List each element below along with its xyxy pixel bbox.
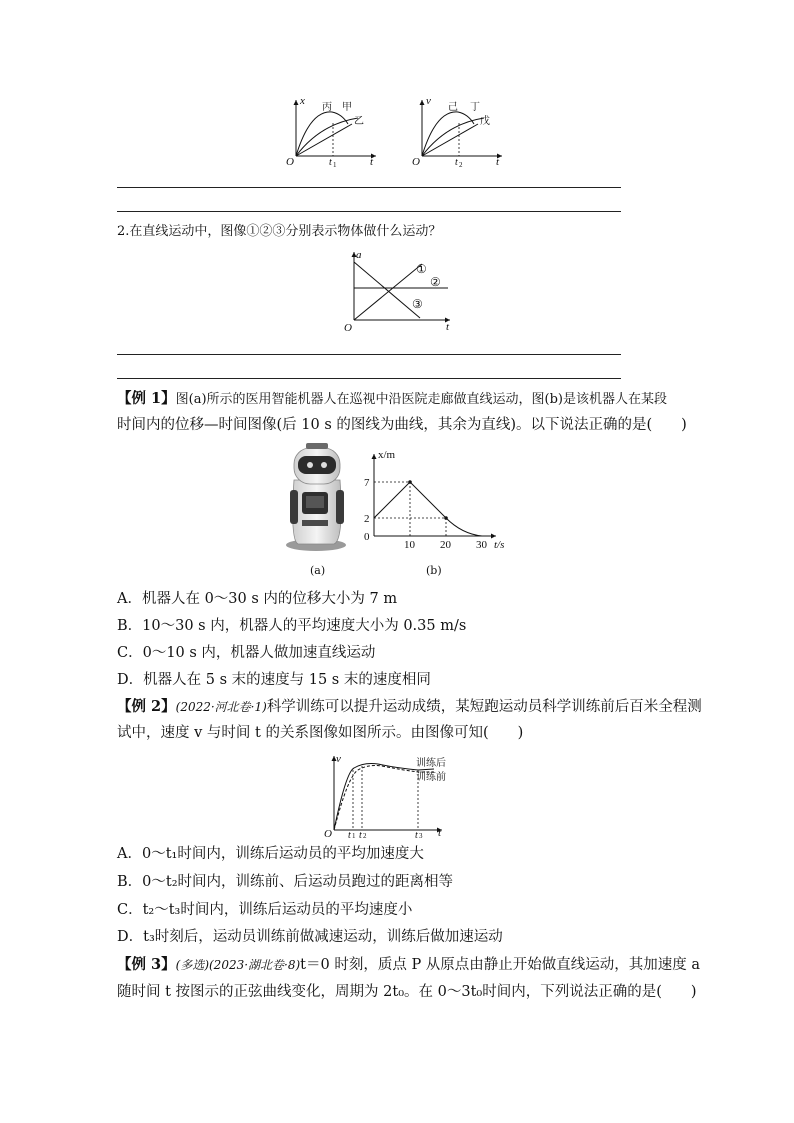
vt-label-after: 训练后 xyxy=(416,758,446,769)
q2-line-2: ② xyxy=(430,275,441,289)
xt-fall xyxy=(410,482,446,518)
g1-origin: O xyxy=(286,156,294,168)
example-3-source: (多选)(2023·湖北卷·8) xyxy=(175,958,301,972)
example-1-option-a: A．机器人在 0～30 s 内的位移大小为 7 m xyxy=(117,591,398,607)
vt-tick-t2-sub: 2 xyxy=(363,832,367,838)
vt-tick-t1-sub: 1 xyxy=(352,832,356,838)
example-2-option-d: D．t₃时刻后，运动员训练前做减速运动，训练后做加速运动 xyxy=(117,929,503,945)
robot-image xyxy=(280,440,352,552)
g2-curve-ding: 丁 xyxy=(470,102,480,113)
q2-origin: O xyxy=(344,322,352,334)
vt-tick-t2: t xyxy=(359,830,362,838)
example-2-option-a: A．0～t₁时间内，训练后运动员的平均加速度大 xyxy=(117,846,424,862)
xt-chart xyxy=(356,446,516,554)
g2-curve-ji: 己 xyxy=(448,102,458,113)
caption-a: (a) xyxy=(310,564,326,577)
xt-origin: 0 xyxy=(364,531,370,543)
vt-graph xyxy=(412,95,502,169)
example-1-tag: 【例 1】 xyxy=(117,390,176,407)
q2-graph xyxy=(340,246,455,334)
answer-line xyxy=(117,378,621,379)
caption-b: (b) xyxy=(426,564,442,577)
g2-tick: t xyxy=(455,157,458,168)
xt-rise xyxy=(374,482,410,518)
example-3-text-1: t＝0 时刻，质点 P 从原点由静止开始做直线运动，其加速度 a xyxy=(300,957,701,973)
q2-xlabel: t xyxy=(446,321,450,333)
xt-tick-10: 10 xyxy=(404,539,415,551)
top-graphs xyxy=(280,92,510,170)
vt-tick-t3: t xyxy=(415,830,418,838)
g2-tick-sub: 2 xyxy=(459,161,463,169)
vt-tick-t3-sub: 3 xyxy=(419,832,423,838)
xt-ylabel: x/m xyxy=(378,449,396,461)
vt-label-before: 训练前 xyxy=(416,772,446,783)
q2-line-1: ① xyxy=(416,262,427,276)
example-3-tag: 【例 3】 xyxy=(117,956,176,973)
g1-curve-bing: 丙 xyxy=(322,102,332,113)
vt-xlabel: t xyxy=(438,827,442,838)
g1-curve-yi: 乙 xyxy=(354,116,364,127)
vt-training-chart xyxy=(322,750,450,838)
example-2-option-c: C．t₂～t₃时间内，训练后运动员的平均速度小 xyxy=(117,902,413,918)
example-1-option-d: D．机器人在 5 s 末的速度与 15 s 末的速度相同 xyxy=(117,672,431,688)
q2-line-3: ③ xyxy=(412,297,423,311)
xt-tick-7: 7 xyxy=(364,477,370,489)
question-2: 2.在直线运动中，图像①②③分别表示物体做什么运动？ xyxy=(117,224,442,239)
example-3-line-2: 随时间 t 按图示的正弦曲线变化，周期为 2t₀。在 0～3t₀时间内，下列说法正确的是( ) xyxy=(117,984,697,1000)
xt-tick-2: 2 xyxy=(364,513,370,525)
g2-xlabel: t xyxy=(496,156,500,168)
xt-xlabel: t/s xyxy=(494,539,505,551)
g2-curve-wu: 戊 xyxy=(480,116,490,127)
xt-tick-30: 30 xyxy=(476,539,487,551)
answer-line xyxy=(117,211,621,212)
example-2-source: (2022·河北卷·1) xyxy=(175,700,267,714)
example-2-line-2: 试中，速度 v 与时间 t 的关系图像如图所示。由图像可知( ) xyxy=(117,725,524,741)
xt-curve xyxy=(446,518,482,536)
vt-tick-t1: t xyxy=(348,830,351,838)
g1-curve-jia: 甲 xyxy=(342,102,352,113)
example-2-tag: 【例 2】 xyxy=(117,698,176,715)
example-2-text-1: 科学训练可以提升运动成绩，某短跑运动员科学训练前后百米全程测 xyxy=(266,699,702,715)
example-1-line-1 xyxy=(117,389,667,410)
g1-xlabel: t xyxy=(370,156,374,168)
q2-ylabel: a xyxy=(356,249,362,261)
example-1-option-c: C．0～10 s 内，机器人做加速直线运动 xyxy=(117,645,376,661)
example-1-line-2: 时间内的位移—时间图像(后 10 s 的图线为曲线，其余为直线)。以下说法正确的是( ) xyxy=(117,417,687,433)
example-2-line-1 xyxy=(117,697,702,717)
g2-origin: O xyxy=(412,156,420,168)
vt-origin: O xyxy=(324,828,332,838)
g1-ylabel: x xyxy=(300,95,305,107)
g1-tick-sub: 1 xyxy=(333,161,337,169)
vt-ylabel: v xyxy=(336,753,341,765)
example-1-option-b: B．10～30 s 内，机器人的平均速度大小为 0.35 m/s xyxy=(117,618,467,634)
xt-tick-20: 20 xyxy=(440,539,451,551)
example-2-option-b: B．0～t₂时间内，训练前、后运动员跑过的距离相等 xyxy=(117,874,454,890)
g2-ylabel: v xyxy=(426,95,431,107)
g1-tick: t xyxy=(329,157,332,168)
example-1-text-1: 图(a)所示的医用智能机器人在巡视中沿医院走廊做直线运动，图(b)是该机器人在某段 xyxy=(175,392,668,407)
answer-line xyxy=(117,354,621,355)
xt-graph xyxy=(286,95,376,169)
example-3-line-1 xyxy=(117,955,700,975)
answer-line xyxy=(117,187,621,188)
